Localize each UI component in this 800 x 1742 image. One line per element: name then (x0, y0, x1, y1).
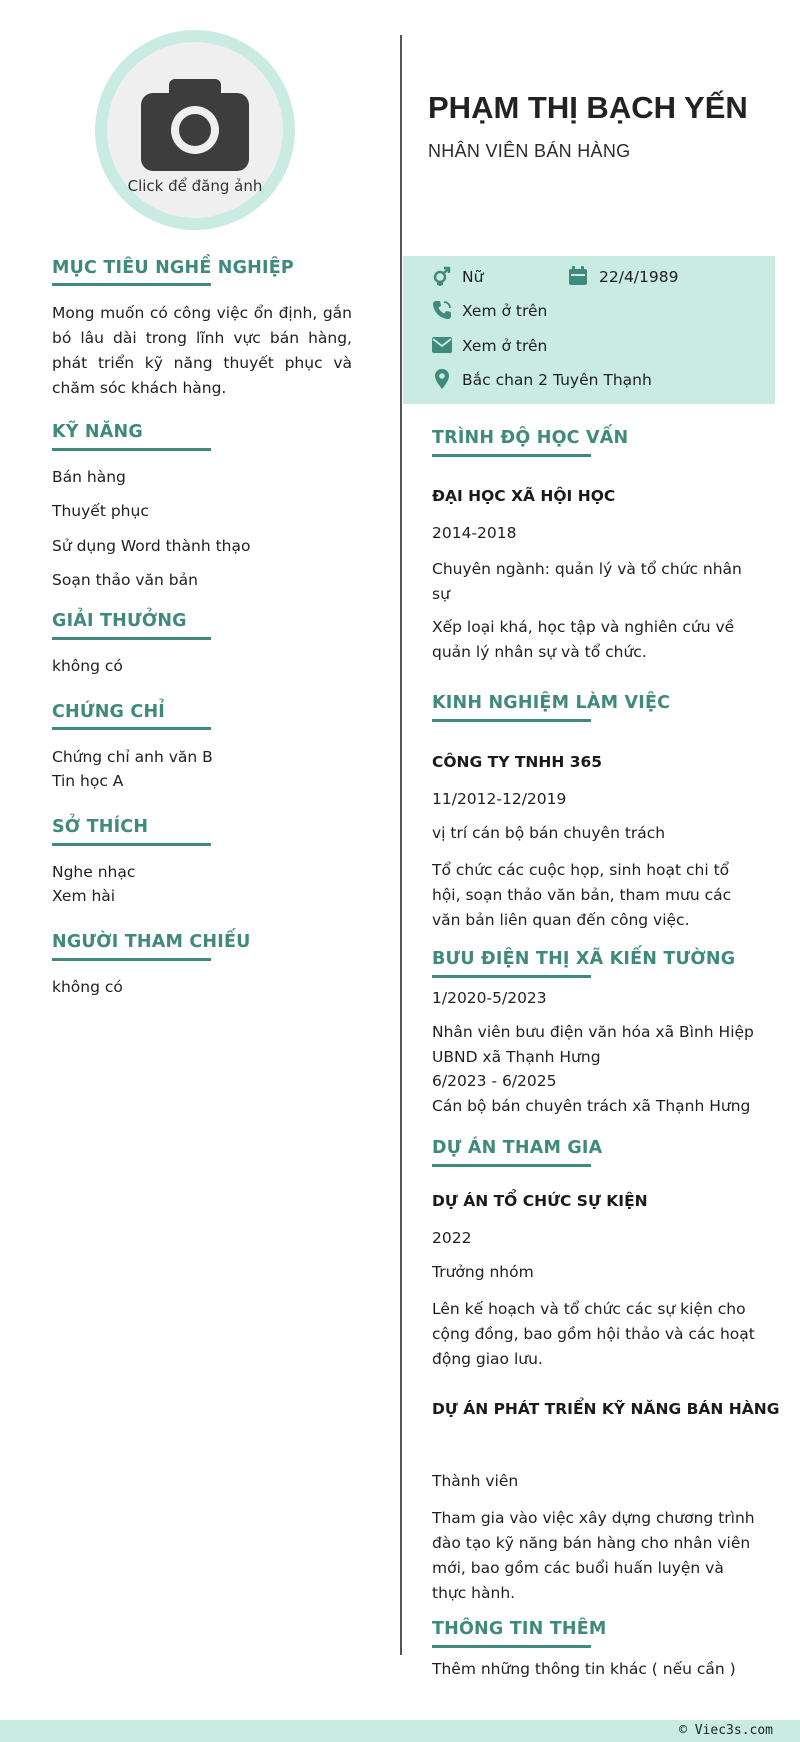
certificate-item: Tin học A (52, 772, 124, 790)
experience2-line: Nhân viên bưu điện văn hóa xã Bình Hiệp (432, 1023, 754, 1041)
gender-icon (432, 266, 452, 286)
skill-item: Thuyết phục (52, 502, 149, 520)
hobby-item: Nghe nhạc (52, 863, 136, 881)
photo-caption: Click để đăng ảnh (127, 177, 263, 195)
objective-text: Mong muốn có công việc ổn định, gắn bó lâu dài trong lĩnh vực bán hàng, phát triển kỹ năng thuyết phục và chăm sóc khách hàng. (52, 304, 352, 397)
additional-title: THÔNG TIN THÊM (432, 1619, 607, 1639)
experience2-line: Cán bộ bán chuyên trách xã Thạnh Hưng (432, 1097, 751, 1115)
education-period: 2014-2018 (432, 524, 517, 542)
phone-value: Xem ở trên (462, 302, 548, 320)
avatar-upload[interactable] (95, 30, 295, 230)
award-item: không có (52, 657, 123, 675)
additional-text: Thêm những thông tin khác ( nếu cần ) (432, 1660, 736, 1678)
email-value: Xem ở trên (462, 337, 548, 355)
reference-item: không có (52, 978, 123, 996)
calendar-icon (568, 266, 588, 286)
experience2-line: 6/2023 - 6/2025 (432, 1072, 557, 1090)
email-icon (432, 335, 452, 355)
references-title: NGƯỜI THAM CHIẾU (52, 932, 251, 952)
education-title: TRÌNH ĐỘ HỌC VẤN (432, 428, 629, 448)
experience2-line: UBND xã Thạnh Hưng (432, 1048, 601, 1066)
additional-underline (432, 1645, 591, 1648)
education-underline (432, 454, 591, 457)
skill-item: Soạn thảo văn bản (52, 571, 198, 589)
objective-underline (52, 283, 211, 286)
education-major: Chuyên ngành: quản lý và tổ chức nhân sự (432, 560, 742, 603)
footer-bar (0, 1720, 800, 1742)
references-underline (52, 958, 211, 961)
project-role: Trưởng nhóm (432, 1263, 534, 1281)
experience-description: Tổ chức các cuộc họp, sinh hoạt chi tổ hội, soạn thảo văn bản, tham mưu các văn bản liên quan đến công việc. (432, 861, 732, 929)
project-name: DỰ ÁN PHÁT TRIỂN KỸ NĂNG BÁN HÀNG (432, 1400, 780, 1418)
hobby-item: Xem hài (52, 887, 116, 905)
gender-value: Nữ (462, 268, 484, 286)
project-name: DỰ ÁN TỔ CHỨC SỰ KIỆN (432, 1192, 648, 1210)
experience-underline (432, 719, 591, 722)
certificates-title: CHỨNG CHỈ (52, 702, 166, 722)
school-name: ĐẠI HỌC XÃ HỘI HỌC (432, 487, 616, 505)
skill-item: Bán hàng (52, 468, 126, 486)
experience2-line: 1/2020-5/2023 (432, 989, 547, 1007)
phone-icon (432, 300, 452, 320)
full-name: PHẠM THỊ BẠCH YẾN (428, 90, 748, 125)
company2-underline (432, 975, 591, 978)
education-description: Xếp loại khá, học tập và nghiên cứu về quản lý nhân sự và tổ chức. (432, 618, 735, 661)
awards-title: GIẢI THƯỞNG (52, 611, 187, 631)
objective-title: MỤC TIÊU NGHỀ NGHIỆP (52, 258, 294, 278)
camera-icon (141, 77, 249, 171)
hobbies-underline (52, 843, 211, 846)
certificate-item: Chứng chỉ anh văn B (52, 748, 213, 766)
skills-title: KỸ NĂNG (52, 422, 143, 442)
birthday-value: 22/4/1989 (599, 268, 679, 286)
column-divider (400, 35, 402, 1655)
project-description: Lên kế hoạch và tổ chức các sự kiện cho cộng đồng, bao gồm hội thảo và các hoạt động giao lưu. (432, 1300, 755, 1368)
skill-item: Sử dụng Word thành thạo (52, 537, 251, 555)
projects-title: DỰ ÁN THAM GIA (432, 1138, 603, 1158)
footer-credit: © Viec3s.com (679, 1723, 773, 1738)
project-year: 2022 (432, 1229, 472, 1247)
hobbies-title: SỞ THÍCH (52, 817, 149, 837)
projects-underline (432, 1164, 591, 1167)
experience-title: KINH NGHIỆM LÀM VIỆC (432, 693, 671, 713)
awards-underline (52, 637, 211, 640)
certificates-underline (52, 727, 211, 730)
project-role: Thành viên (432, 1472, 519, 1490)
skills-underline (52, 448, 211, 451)
project-description: Tham gia vào việc xây dựng chương trình đào tạo kỹ năng bán hàng cho nhân viên mới, bao gồm các buổi huấn luyện và thực hành. (432, 1509, 755, 1602)
company2-title: BƯU ĐIỆN THỊ XÃ KIẾN TƯỜNG (432, 949, 736, 969)
avatar-placeholder[interactable] (107, 42, 283, 218)
job-title: NHÂN VIÊN BÁN HÀNG (428, 141, 631, 161)
location-pin-icon (432, 369, 452, 389)
experience-role: vị trí cán bộ bán chuyên trách (432, 824, 666, 842)
company-name: CÔNG TY TNHH 365 (432, 753, 603, 771)
experience-period: 11/2012-12/2019 (432, 790, 567, 808)
address-value: Bắc chan 2 Tuyên Thạnh (462, 371, 652, 389)
